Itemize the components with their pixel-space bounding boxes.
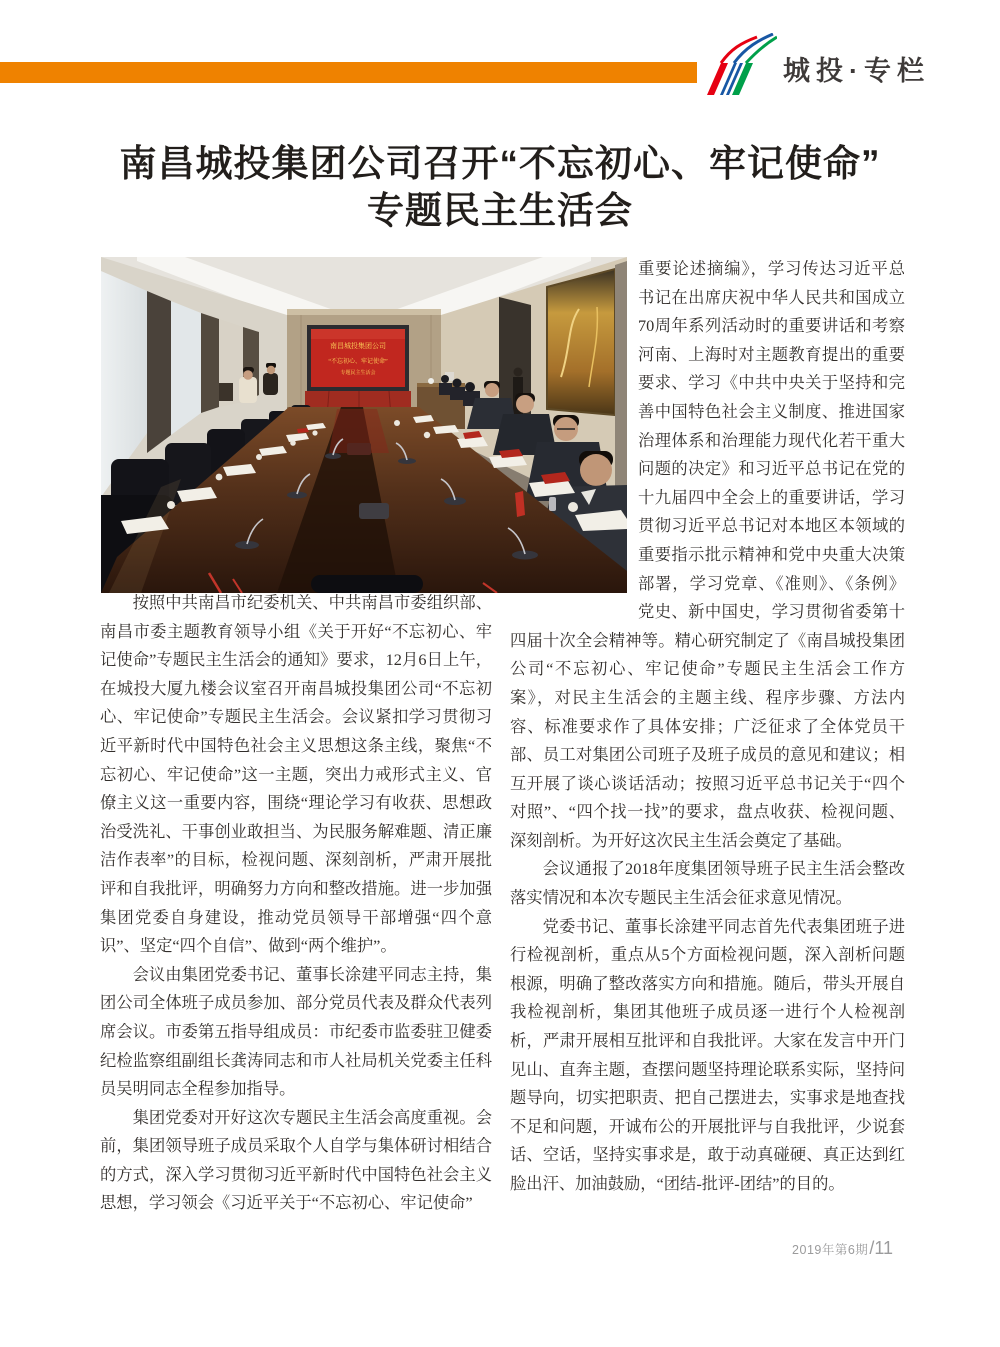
- paragraph: 党委书记、董事长涂建平同志首先代表集团班子进行检视剖析，重点从5个方面检视问题，深入剖析问题根源，明确了整改落实方向和措施。随后，带头开展自我检视剖析，集团其他班子成员逐一进行个人检视剖析，严肃开展相互批评和自我批评。大家在发言中开门见山、直奔主题，查摆问题坚持理论联系实际，坚持问题导向，切实把职责、把自己摆进去，实事求是地查找不足和问题，开诚布公的开展批评与自我批评，少说套话、空话，坚持实事求是，敢于动真碰硬、真正达到红脸出汗、加油鼓励，“团结-批评-团结”的目的。: [510, 916, 905, 1193]
- article-title-line1: 南昌城投集团公司召开“不忘初心、牢记使命”: [119, 143, 881, 184]
- page-footer: [792, 1238, 893, 1259]
- swoosh-icon: [701, 33, 777, 97]
- header-orange-rule: [0, 62, 697, 83]
- page-number: /11: [869, 1238, 893, 1258]
- screen-text-line2: “不忘初心、牢记使命”: [328, 359, 388, 365]
- photo-wrap-spacer: [510, 255, 638, 599]
- paragraph: 会议由集团党委书记、董事长涂建平同志主持，集团公司全体班子成员参加、部分党员代表及群众代表列席会议。市委第五指导组成员：市纪委市监委驻卫健委纪检监察组副组长龚涛同志和市人社局机关党委主任科员吴明同志全程参加指导。: [100, 964, 492, 1099]
- paragraph: 集团党委对开好这次专题民主生活会高度重视。会前，集团领导班子成员采取个人自学与集体研讨相结合的方式，深入学习贯彻习近平新时代中国特色社会主义思想，学习领会《习近平关于“不忘初心、牢记使命”: [100, 1107, 492, 1213]
- paragraph: 会议通报了2018年度集团领导班子民主生活会整改落实情况和本次专题民主生活会征求意见情况。: [510, 859, 905, 908]
- article-left-column: [100, 589, 492, 1218]
- brand-title: 城投·专栏: [783, 56, 930, 86]
- issue-label: 2019年第6期: [792, 1243, 869, 1257]
- paragraph: 重要论述摘编》，学习传达习近平总书记在出席庆祝中华人民共和国成立70周年系列活动时的重要讲话和考察河南、上海时对主题教育提出的重要要求、学习《中共中央关于坚持和完善中国特色社会主义制度、推进国家治理体系和治理能力现代化若干重大问题的决定》和习近平总书记在党的十九届四中全会上的重要讲话，学习贯彻习近平总书记对本地区本领域的重要指示批示精神和党中央重大决策部署，学习党章、《准则》、《条例》党史、新中国史，学习贯彻省委第十四届十次全会精神等。精心研究制定了《南昌城投集团公司“不忘初心、牢记使命”专题民主生活会工作方案》，对民主生活会的主题主线、程序步骤、方法内容、标准要求作了具体安排；广泛征求了全体党员干部、员工对集团公司班子及班子成员的意见和建议；相互开展了谈心谈话活动；按照习近平总书记关于“四个对照”、“四个找一找”的要求，盘点收获、检视问题、深刻剖析。为开好这次民主生活会奠定了基础。: [510, 259, 905, 850]
- article-title-line2: 专题民主生活会: [367, 190, 633, 231]
- article-right-column: [510, 255, 905, 1199]
- paragraph: 按照中共南昌市纪委机关、中共南昌市委组织部、南昌市委主题教育领导小组《关于开好“不忘初心、牢记使命”专题民主生活会的通知》要求，12月6日上午，在城投大厦九楼会议室召开南昌城投集团公司“不忘初心、牢记使命”专题民主生活会。会议紧扣学习贯彻习近平新时代中国特色社会主义思想这条主线，聚焦“不忘初心、牢记使命”这一主题，突出力戒形式主义、官僚主义这一重要内容，围绕“理论学习有收获、思想政治受洗礼、干事创业敢担当、为民服务解难题、清正廉洁作表率”的目标，检视问题、深刻剖析，严肃开展批评和自我批评，明确努力方向和整改措施。进一步加强集团党委自身建设，推动党员领导干部增强“四个意识”、坚定“四个自信”、做到“两个维护”。: [100, 593, 492, 956]
- curtain: [147, 291, 171, 453]
- article-title: [40, 140, 960, 234]
- screen-text-line1: 南昌城投集团公司: [330, 342, 386, 350]
- tissue-box: [347, 443, 371, 455]
- brand-logo: [701, 33, 777, 97]
- screen-text-line3: 专题民主生活会: [340, 371, 376, 376]
